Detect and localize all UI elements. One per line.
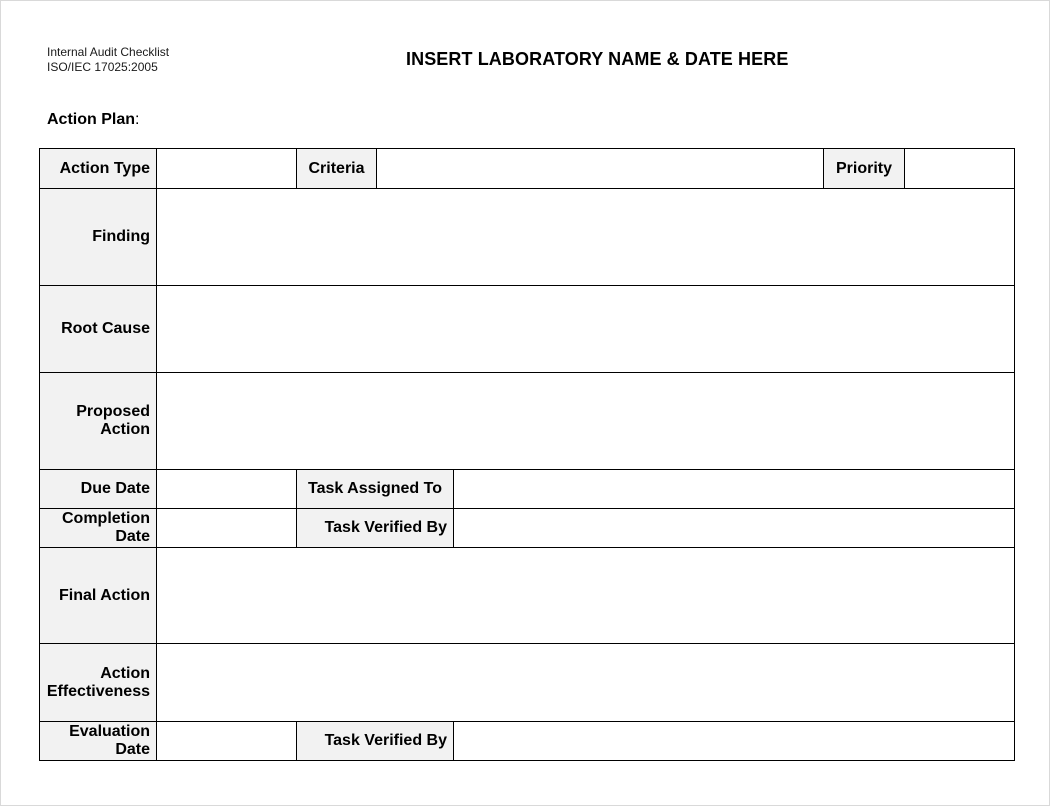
section-heading-colon: : [135, 111, 140, 128]
root-cause-label: Root Cause [40, 286, 157, 373]
criteria-label: Criteria [297, 149, 377, 189]
form-row-header [40, 149, 1015, 189]
priority-label: Priority [824, 149, 905, 189]
form-row-finding [40, 189, 1015, 286]
section-heading-label: Action Plan [47, 111, 136, 128]
form-row-proposed-action [40, 373, 1015, 470]
action-type-label: Action Type [40, 149, 157, 189]
priority-field[interactable] [905, 149, 1015, 189]
action-type-field[interactable] [157, 149, 297, 189]
completion-date-field[interactable] [157, 509, 297, 548]
proposed-action-label: Proposed Action [40, 373, 157, 470]
task-verified-by-label: Task Verified By [297, 509, 454, 548]
document-type: Internal Audit Checklist [47, 45, 170, 59]
due-date-field[interactable] [157, 470, 297, 509]
root-cause-field[interactable] [157, 286, 1015, 373]
page-title: INSERT LABORATORY NAME & DATE HERE [406, 49, 789, 69]
section-heading [47, 111, 139, 129]
criteria-field[interactable] [377, 149, 824, 189]
final-action-field[interactable] [157, 548, 1015, 644]
evaluation-date-label: Evaluation Date [40, 722, 157, 761]
task-assigned-to-label: Task Assigned To [297, 470, 454, 509]
standard-reference: ISO/IEC 17025:2005 [47, 60, 158, 74]
document-header [47, 45, 169, 75]
form-row-root-cause [40, 286, 1015, 373]
due-date-label: Due Date [40, 470, 157, 509]
evaluation-date-field[interactable] [157, 722, 297, 761]
proposed-action-field[interactable] [157, 373, 1015, 470]
action-effectiveness-field[interactable] [157, 644, 1015, 722]
task-assigned-to-field[interactable] [454, 470, 1015, 509]
task-verified-by-2-label: Task Verified By [297, 722, 454, 761]
form-row-evaluation-date [40, 722, 1015, 761]
action-plan-form [39, 148, 1015, 761]
finding-field[interactable] [157, 189, 1015, 286]
final-action-label: Final Action [40, 548, 157, 644]
action-effectiveness-label: Action Effectiveness [40, 644, 157, 722]
form-row-completion-date [40, 509, 1015, 548]
form-row-action-effectiveness [40, 644, 1015, 722]
completion-date-label: Completion Date [40, 509, 157, 548]
task-verified-by-2-field[interactable] [454, 722, 1015, 761]
finding-label: Finding [40, 189, 157, 286]
form-row-due-date [40, 470, 1015, 509]
form-row-final-action [40, 548, 1015, 644]
task-verified-by-field[interactable] [454, 509, 1015, 548]
